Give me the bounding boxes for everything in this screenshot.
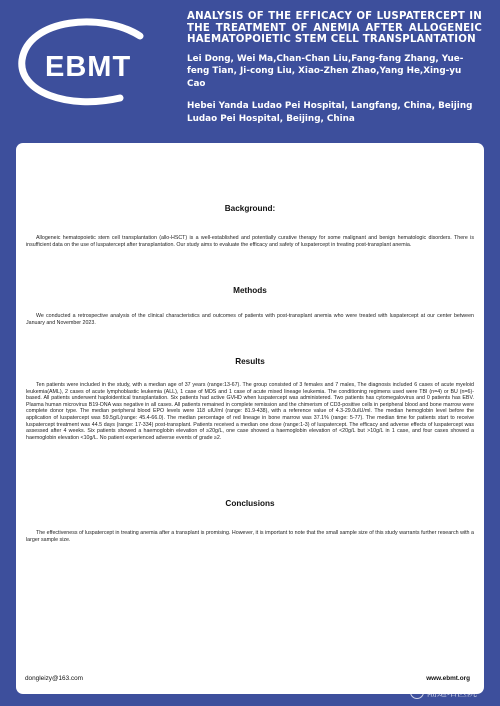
results-text: Ten patients were included in the study, with a median age of 37 years (range:13-67). The group consisted of 3 females and 7 males, The diagnosis included 6 cases of acute myeloid leukemia(AML), 2 cases of acute lymphoblastic leukemia (ALL), 1 case of MDS and 1 case of acute mixed lineage leukemia. The conditioning regimens used were TBI (n=4) or BU (n=6)-based. All patients underwent haploidentical transplantation. Six patients had active GVHD when luspatercept was administered. Two patients has cytomegalovirus and 0 patients has EBV. Plasma human microvirus B19-DNA was negative in all cases. All patients remained in complete remission and the chimerism of CD3-positive cells in peripheral blood and bone marrow were complete donor type. The median peripheral blood EPO levels were 118 uIU/ml (range: 81.9-438), with a reference value of 4.3-29.0uIU/ml. The median hemoglobin level before the application of luspatercept was 59.5g/L(range: 45.4-66.0). The median percentage of red lineage in bone marrow was 37.1% (range: 5-77). The median time for patients start to receive luspatercept treatment was 44.5 days (range: 17-334) post-transplant. Patients received a median one dose (range:1-3) of luspatercept. The efficacy and adverse effects of luspatercept was assessed after 4 weeks. Six patients showed a haemoglobin elevation of ≥20g/L, one case showed a haemoglobin elevation of <20g/L but >10g/L in 1 case, and four cases showed a haemoglobin elevation <10g/L. No patient experienced adverse events of grade ≥2. bbox=[26, 382, 474, 441]
watermark-badge-icon bbox=[410, 685, 424, 699]
methods-heading: Methods bbox=[233, 286, 267, 295]
author-list: Lei Dong, Wei Ma,Chan-Chan Liu,Fang-fang Zhang, Yue-feng Tian, Ji-cong Liu, Xiao-Zhen Zhao,Yang He,Xing-yu Cao bbox=[187, 53, 464, 89]
methods-text: We conducted a retrospective analysis of the clinical characteristics and outcomes of patients with post-transplant anemia who were treated with luspatercept at our center between January and November 2023. bbox=[26, 313, 474, 326]
poster-title: ANALYSIS OF THE EFFICACY OF LUSPATERCEPT IN THE TREATMENT OF ANEMIA AFTER ALLOGENEIC HAEMATOPOIETIC STEM CELL TRANSPLANTATION bbox=[187, 11, 482, 45]
results-heading: Results bbox=[235, 357, 265, 366]
ebmt-logo bbox=[8, 14, 168, 114]
conclusions-text: The effectiveness of luspatercept in treating anemia after a transplant is promising. However, it is important to note that the small sample size of this study warrants further research with a larger sample size. bbox=[26, 530, 474, 543]
conclusions-heading: Conclusions bbox=[225, 499, 275, 508]
poster-header bbox=[187, 11, 482, 125]
affiliation: Hebei Yanda Ludao Pei Hospital, Langfang, China, Beijing Ludao Pei Hospital, Beijing, China bbox=[187, 101, 473, 124]
contact-email[interactable]: dongleizy@163.com bbox=[25, 675, 83, 682]
background-heading: Background: bbox=[224, 204, 276, 213]
website-link[interactable]: www.ebmt.org bbox=[426, 675, 470, 682]
content-card bbox=[16, 143, 484, 694]
watermark-text: 陆道培医院 bbox=[427, 688, 477, 699]
logo-text: EBMT bbox=[45, 51, 132, 83]
background-text: Allogeneic hematopoietic stem cell transplantation (allo-HSCT) is a well-established and potentially curative therapy for some malignant and benign hematologic disorders. There is insufficient data on the use of luspatercept after transplantation. Our study aims to evaluate the efficacy and safety of luspatercept in treating post-transplant anemia. bbox=[26, 235, 474, 248]
watermark bbox=[410, 684, 477, 699]
